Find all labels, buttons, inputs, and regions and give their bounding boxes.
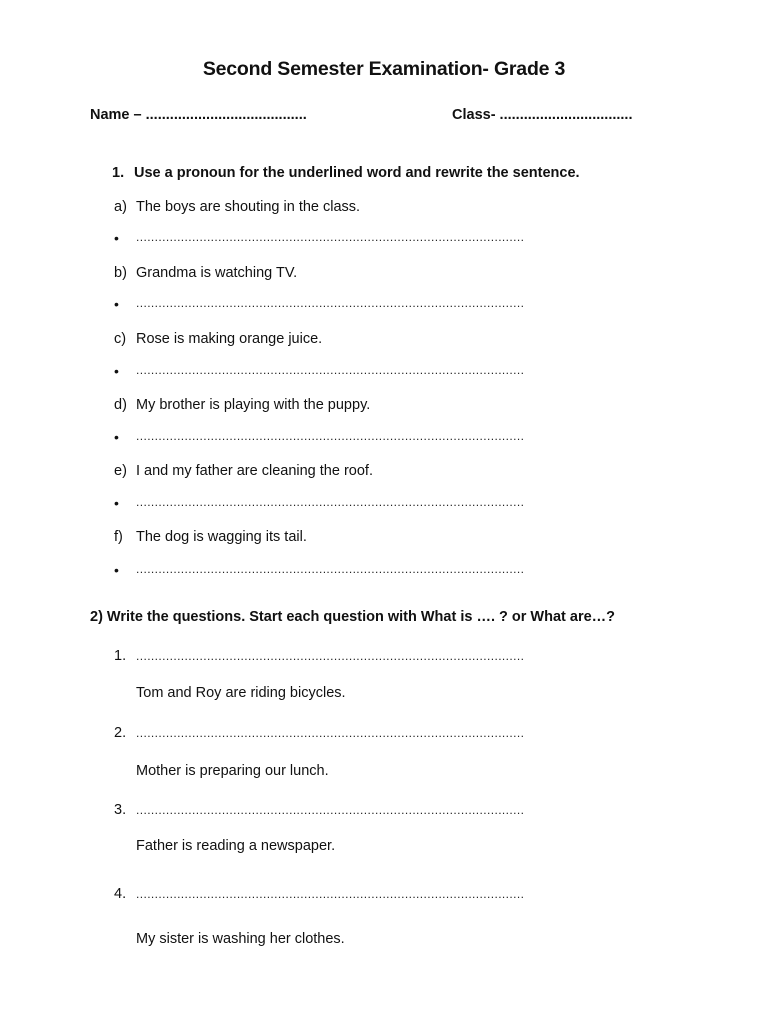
sentence-text: The dog is wagging its tail. [136, 529, 307, 545]
sentence-text: The boys are shouting in the class. [136, 199, 361, 215]
item-marker: c) [114, 331, 127, 347]
question-line-2 [114, 724, 524, 742]
question-dots: ........................................................................................................ [136, 726, 525, 740]
question-number: 1. [114, 648, 127, 664]
item-marker: d) [114, 397, 127, 413]
question-line-3 [114, 801, 524, 819]
answer-sentence-3: Father is reading a newspaper. [136, 838, 336, 854]
question-number: 2. [114, 725, 127, 741]
question-line-4 [114, 885, 524, 903]
bullet-icon: • [114, 230, 119, 246]
sentence-text: Grandma is watching TV. [136, 265, 298, 281]
item-marker: a) [114, 199, 127, 215]
question-dots: ........................................................................................................ [136, 649, 525, 663]
answer-dots: ........................................................................................................ [136, 429, 525, 443]
answer-dots: ........................................................................................................ [136, 230, 525, 244]
sentence-text: I and my father are cleaning the roof. [136, 463, 373, 479]
item-marker: b) [114, 265, 127, 281]
question-dots: ........................................................................................................ [136, 887, 525, 901]
sentence-text: My brother is playing with the puppy. [136, 397, 371, 413]
answer-dots: ........................................................................................................ [136, 363, 525, 377]
question-number: 3. [114, 802, 127, 818]
bullet-icon: • [114, 296, 119, 312]
sentence-a [114, 199, 360, 215]
section1-number: 1. [112, 165, 125, 181]
answer-dots: ........................................................................................................ [136, 296, 525, 310]
question-line-1 [114, 647, 524, 665]
question-dots: ........................................................................................................ [136, 803, 525, 817]
section1-heading [112, 165, 580, 181]
bullet-icon: • [114, 363, 119, 379]
bullet-icon: • [114, 562, 119, 578]
answer-dots: ........................................................................................................ [136, 495, 525, 509]
sentence-f [114, 529, 307, 545]
bullet-icon: • [114, 495, 119, 511]
exam-title: Second Semester Examination- Grade 3 [202, 58, 566, 80]
class-field-label: Class- ................................. [452, 107, 633, 123]
answer-dots: ........................................................................................................ [136, 562, 525, 576]
section2-heading: 2) Write the questions. Start each question with What is …. ? or What are…? [90, 609, 616, 625]
sentence-d [114, 397, 370, 413]
answer-sentence-1: Tom and Roy are riding bicycles. [136, 685, 346, 701]
sentence-b [114, 265, 297, 281]
answer-sentence-2: Mother is preparing our lunch. [136, 763, 329, 779]
item-marker: e) [114, 463, 127, 479]
item-marker: f) [114, 529, 123, 545]
bullet-icon: • [114, 429, 119, 445]
section1-instruction: Use a pronoun for the underlined word and rewrite the sentence. [134, 165, 580, 181]
sentence-text: Rose is making orange juice. [136, 331, 323, 347]
sentence-c [114, 331, 322, 347]
name-field-label: Name – ........................................ [90, 107, 307, 123]
question-number: 4. [114, 886, 127, 902]
sentence-e [114, 463, 373, 479]
answer-sentence-4: My sister is washing her clothes. [136, 931, 345, 947]
